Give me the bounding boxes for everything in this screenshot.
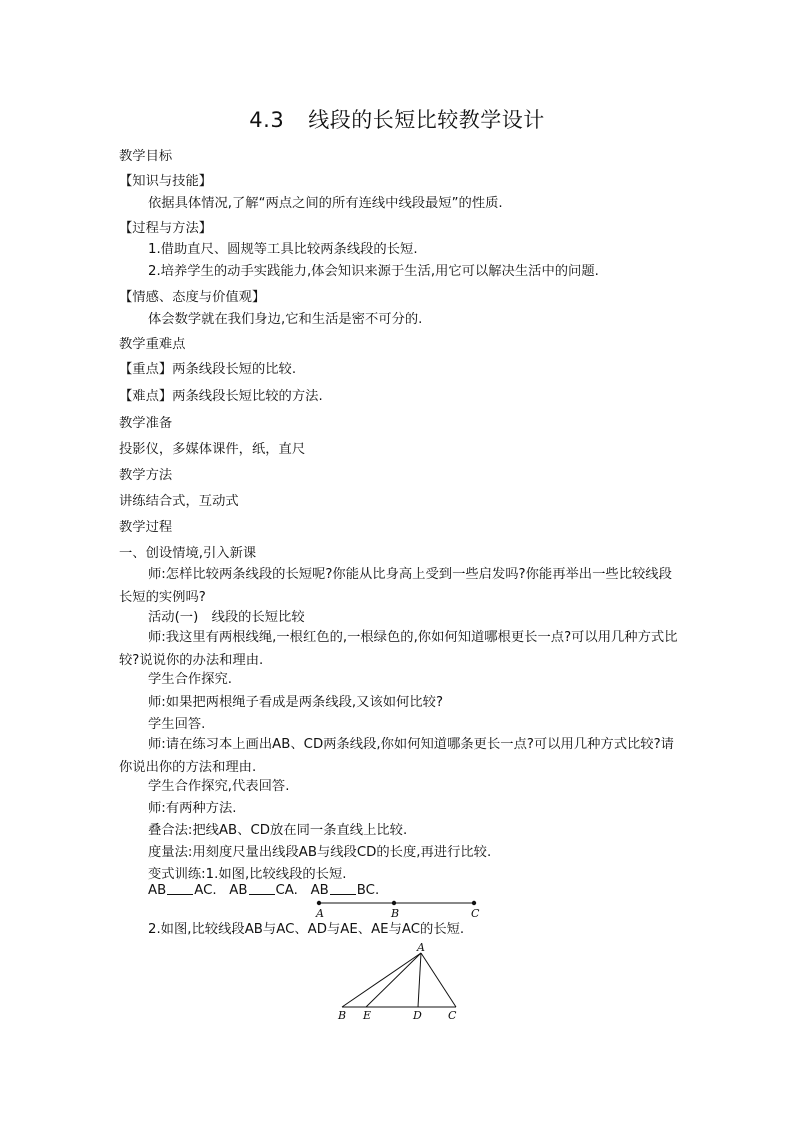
label-b: B — [391, 907, 400, 920]
blank-2-right: CA. — [275, 883, 298, 898]
label-a: A — [316, 907, 324, 920]
student-line-1: 学生合作探究. — [148, 672, 233, 687]
emotion-item: 体会数学就在我们身边,它和生活是密不可分的. — [148, 312, 423, 327]
exercise-2: 2.如图,比较线段AB与AC、AD与AE、AE与AC的长短. — [148, 922, 465, 937]
heading-methods: 教学方法 — [119, 468, 173, 483]
process-item-1: 1.借助直尺、圆规等工具比较两条线段的长短. — [148, 242, 418, 257]
label-a: A — [417, 941, 425, 954]
teacher-line-4: 师:请在练习本上画出AB、CD两条线段,你如何知道哪条更长一点?可以用几种方式比较?请你说出你的方法和理由. — [119, 737, 674, 775]
student-line-3: 学生合作探究,代表回答. — [148, 779, 290, 794]
figure-1-line — [310, 895, 490, 921]
heading-objectives: 教学目标 — [119, 149, 173, 164]
label-e: E — [363, 1009, 372, 1022]
answer-blank-3[interactable] — [330, 882, 356, 895]
title-number: 4.3 — [249, 108, 285, 132]
blank-3-left: AB — [310, 883, 329, 898]
answer-blank-2[interactable] — [249, 882, 275, 895]
key-point: 【重点】两条线段长短的比较. — [119, 362, 297, 377]
point-a — [317, 901, 321, 905]
heading-knowledge: 【知识与技能】 — [119, 174, 213, 189]
segment-ae — [366, 953, 421, 1007]
answer-blank-1[interactable] — [167, 882, 193, 895]
figure-2-triangle — [330, 940, 470, 1025]
methods-text: 讲练结合式，互动式 — [119, 494, 239, 509]
process-item-2: 2.培养学生的动手实践能力,体会知识来源于生活,用它可以解决生活中的问题. — [148, 264, 599, 279]
method-measure: 度量法:用刻度尺量出线段AB与线段CD的长度,再进行比较. — [148, 845, 492, 860]
teacher-line-2: 师:我这里有两根线绳,一根红色的,一根绿色的,你如何知道哪根更长一点?可以用几种方式比较?说说你的办法和理由. — [119, 630, 678, 668]
heading-key-difficult: 教学重难点 — [119, 337, 186, 352]
teacher-line-1: 师:怎样比较两条线段的长短呢?你能从比身高上受到一些启发吗?你能再举出一些比较线段长短的实例吗? — [119, 567, 672, 605]
activity-heading: 活动(一) 线段的长短比较 — [148, 610, 305, 625]
label-c: C — [471, 907, 480, 920]
heading-emotion: 【情感、态度与价值观】 — [119, 290, 266, 305]
teacher-line-3: 师:如果把两根绳子看成是两条线段,又该如何比较? — [148, 695, 443, 710]
teacher-line-5: 师:有两种方法. — [148, 801, 237, 816]
title-text: 线段的长短比较教学设计 — [308, 108, 545, 132]
knowledge-item: 依据具体情况,了解“两点之间的所有连线中线段最短”的性质. — [148, 196, 503, 211]
segment-ab — [342, 953, 421, 1007]
blank-1-right: AC. — [194, 883, 217, 898]
label-c: C — [448, 1009, 457, 1022]
label-d: D — [413, 1009, 422, 1022]
exercise-1: 变式训练:1.如图,比较线段的长短. — [148, 867, 347, 882]
point-b — [392, 901, 396, 905]
method-overlap: 叠合法:把线AB、CD放在同一条直线上比较. — [148, 823, 408, 838]
difficult-point: 【难点】两条线段长短比较的方法. — [119, 389, 323, 404]
student-line-2: 学生回答. — [148, 717, 206, 732]
segment-ad — [418, 953, 421, 1007]
part-one-heading: 一、创设情境,引入新课 — [119, 546, 257, 561]
label-b: B — [338, 1009, 347, 1022]
blank-1-left: AB — [148, 883, 167, 898]
point-c — [472, 901, 476, 905]
heading-process-method: 【过程与方法】 — [119, 221, 213, 236]
blank-2-left: AB — [229, 883, 248, 898]
blank-3-right: BC. — [356, 883, 380, 898]
preparation-text: 投影仪，多媒体课件，纸，直尺 — [119, 442, 306, 457]
segment-ac — [421, 953, 456, 1007]
heading-process: 教学过程 — [119, 520, 173, 535]
page-title — [0, 104, 794, 134]
heading-preparation: 教学准备 — [119, 416, 173, 431]
